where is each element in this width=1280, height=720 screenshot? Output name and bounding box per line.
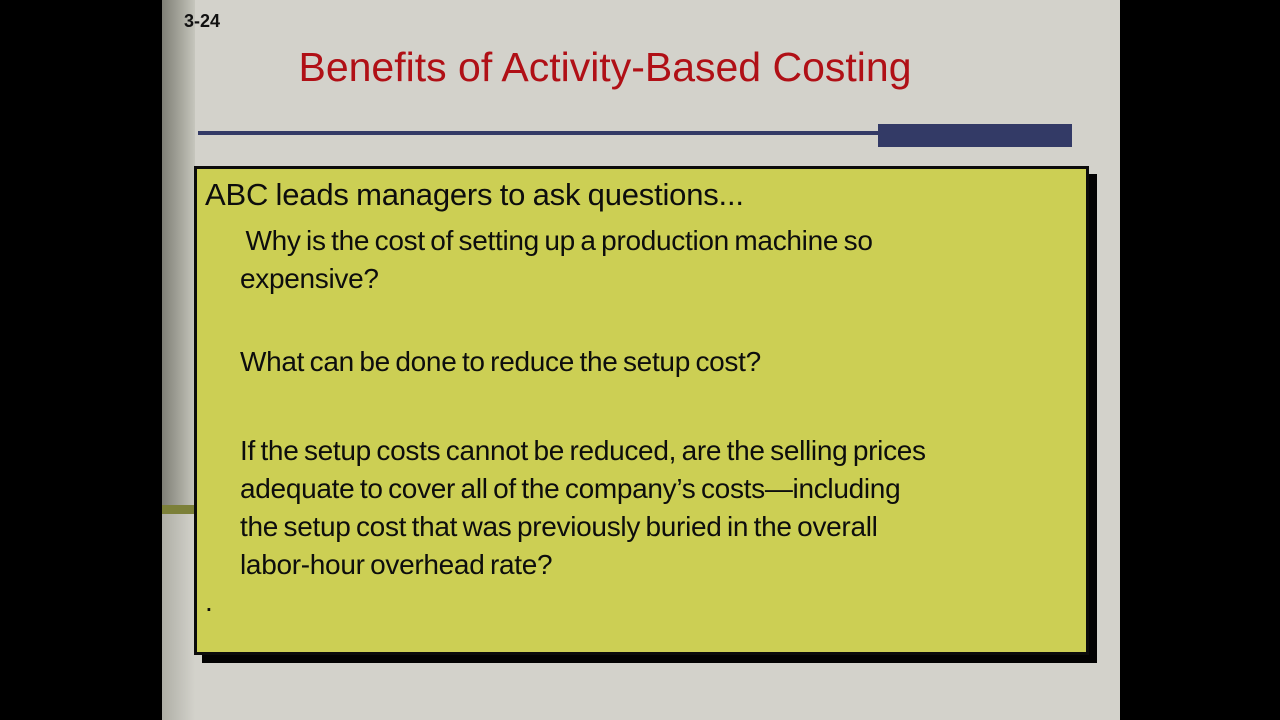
callout-footnote-dot: . xyxy=(205,586,213,617)
title-underline-accent-bar xyxy=(878,124,1072,147)
question-2-line-1: What can be done to reduce the setup cost? xyxy=(240,346,761,377)
question-3-line-2: adequate to cover all of the company’s costs—including xyxy=(240,473,901,504)
content-callout-box xyxy=(194,166,1089,655)
question-3 xyxy=(240,432,926,584)
question-1 xyxy=(240,222,873,298)
letterbox-left xyxy=(0,0,162,720)
question-1-line-2: expensive? xyxy=(240,263,379,294)
question-3-line-4: labor-hour overhead rate? xyxy=(240,549,553,580)
question-3-line-3: the setup cost that was previously buried in the overall xyxy=(240,511,878,542)
letterbox-right xyxy=(1120,0,1280,720)
slide-left-olive-accent xyxy=(162,505,195,514)
question-2 xyxy=(240,343,761,381)
question-3-line-1: If the setup costs cannot be reduced, are the selling prices xyxy=(240,435,926,466)
slide-left-gutter-bottom xyxy=(162,514,195,720)
slide-title: Benefits of Activity-Based Costing xyxy=(298,44,912,90)
slide xyxy=(162,0,1120,720)
question-1-line-1: Why is the cost of setting up a production machine so xyxy=(240,225,873,256)
slide-number: 3-24 xyxy=(184,11,221,31)
callout-heading: ABC leads managers to ask questions... xyxy=(205,177,744,212)
